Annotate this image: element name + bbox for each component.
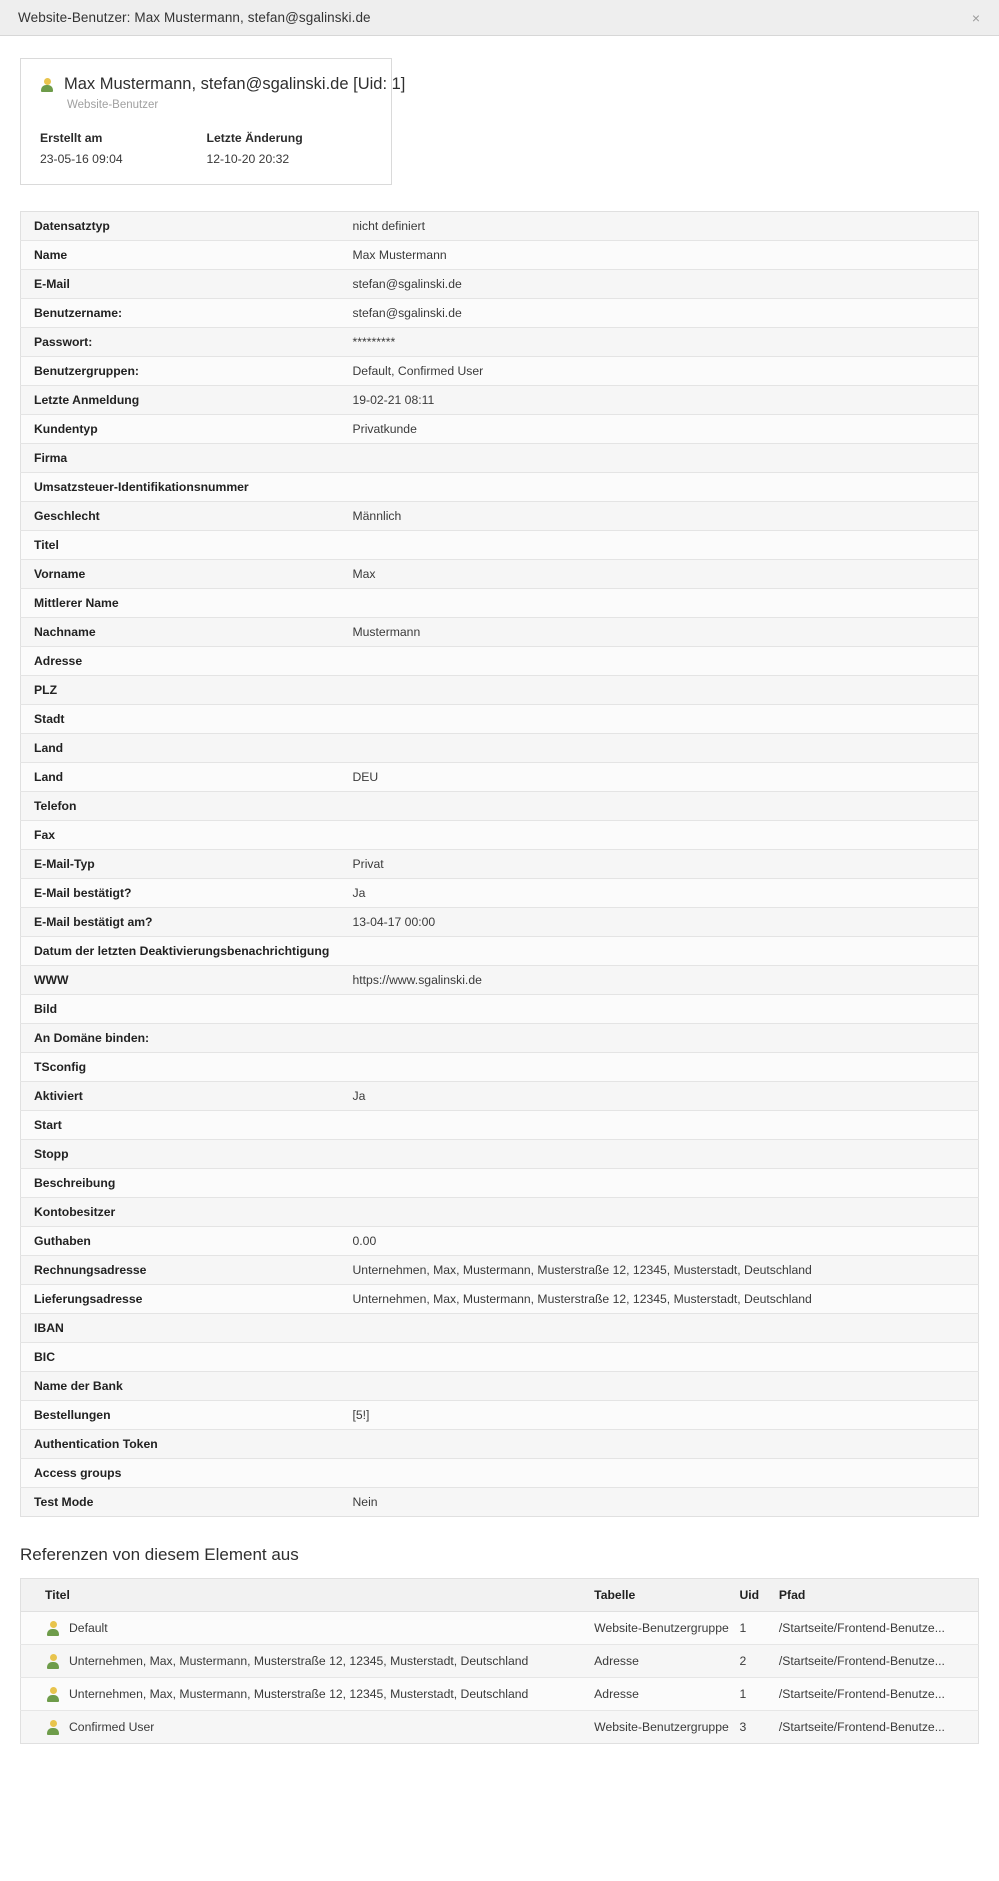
field-label: E-Mail bestätigt? [34, 886, 132, 900]
modified-value: 12-10-20 20:32 [206, 152, 290, 166]
reference-title-cell [21, 1645, 587, 1678]
field-label: Kontobesitzer [34, 1205, 116, 1219]
field-row [21, 647, 979, 676]
field-label: Test Mode [34, 1495, 94, 1509]
references-heading: Referenzen von diesem Element aus [20, 1545, 299, 1564]
field-row [21, 1111, 979, 1140]
field-row [21, 1459, 979, 1488]
field-label: IBAN [34, 1321, 64, 1335]
reference-uid: 1 [739, 1621, 747, 1635]
field-row [21, 1343, 979, 1372]
record-subtitle: Website-Benutzer [67, 99, 159, 111]
field-row [21, 1314, 979, 1343]
reference-title-cell [21, 1711, 587, 1744]
field-value [343, 444, 979, 473]
field-row [21, 473, 979, 502]
field-label: Fax [34, 828, 56, 842]
field-row [21, 850, 979, 879]
field-row [21, 502, 979, 531]
column-header-tabelle: Tabelle [586, 1579, 731, 1612]
field-label: Stadt [34, 712, 65, 726]
reference-table-name: Website-Benutzergruppe [594, 1720, 729, 1734]
field-label: Land [34, 741, 64, 755]
field-row [21, 1430, 979, 1459]
field-value [343, 1024, 979, 1053]
field-value: stefan@sgalinski.de [352, 306, 462, 320]
field-row [21, 908, 979, 937]
field-label: Mittlerer Name [34, 596, 119, 610]
field-value [343, 1343, 979, 1372]
field-value [343, 792, 979, 821]
field-row [21, 241, 979, 270]
reference-row[interactable] [21, 1612, 979, 1645]
reference-row[interactable] [21, 1645, 979, 1678]
field-value [343, 705, 979, 734]
field-label: Aktiviert [34, 1089, 83, 1103]
field-label: E-Mail-Typ [34, 857, 95, 871]
field-label: Benutzergruppen: [34, 364, 139, 378]
field-row [21, 357, 979, 386]
field-row [21, 1372, 979, 1401]
field-value [343, 676, 979, 705]
field-value: Max Mustermann [352, 248, 447, 262]
reference-table-name: Adresse [594, 1654, 639, 1668]
record-title: Max Mustermann, stefan@sgalinski.de [Uid: 1] [64, 75, 406, 93]
column-header-titel: Titel [21, 1579, 587, 1612]
field-value: [5!] [352, 1408, 370, 1422]
field-value: 0.00 [352, 1234, 377, 1248]
field-row [21, 1024, 979, 1053]
field-row [21, 1198, 979, 1227]
field-value [343, 589, 979, 618]
field-label: Nachname [34, 625, 96, 639]
field-label: Start [34, 1118, 62, 1132]
field-value: 13-04-17 00:00 [352, 915, 436, 929]
modal-body [0, 58, 999, 1744]
field-label: An Domäne binden: [34, 1031, 150, 1045]
field-value: nicht definiert [352, 219, 425, 233]
field-label: Access groups [34, 1466, 122, 1480]
field-row [21, 1082, 979, 1111]
field-value: Unternehmen, Max, Mustermann, Musterstraße 12, 12345, Musterstadt, Deutschland [352, 1263, 812, 1277]
field-label: Benutzername: [34, 306, 123, 320]
field-label: Letzte Anmeldung [34, 393, 140, 407]
field-value: Ja [352, 1089, 366, 1103]
record-field-table [20, 211, 979, 1517]
field-value: Max [352, 567, 376, 581]
field-row [21, 1401, 979, 1430]
field-row [21, 995, 979, 1024]
field-label: Geschlecht [34, 509, 100, 523]
references-header-row [21, 1579, 979, 1612]
field-label: Telefon [34, 799, 77, 813]
field-label: WWW [34, 973, 69, 987]
record-info-card [20, 58, 406, 185]
field-value: 19-02-21 08:11 [352, 393, 435, 407]
frontend-user-icon [39, 77, 55, 93]
field-label: Bild [34, 1002, 58, 1016]
field-label: E-Mail bestätigt am? [34, 915, 153, 929]
reference-table-name: Adresse [594, 1687, 639, 1701]
field-row [21, 444, 979, 473]
field-label: Datensatztyp [34, 219, 110, 233]
field-value: Privat [352, 857, 384, 871]
references-table-body [21, 1612, 979, 1744]
field-row [21, 879, 979, 908]
field-label: Adresse [34, 654, 83, 668]
field-value: https://www.sgalinski.de [352, 973, 482, 987]
field-value: ********* [352, 335, 396, 349]
reference-title: Unternehmen, Max, Mustermann, Musterstraße 12, 12345, Musterstadt, Deutschland [69, 1654, 529, 1668]
field-label: Rechnungsadresse [34, 1263, 147, 1277]
field-label: Guthaben [34, 1234, 91, 1248]
field-value: Default, Confirmed User [352, 364, 484, 378]
field-row [21, 821, 979, 850]
reference-title: Default [69, 1621, 108, 1635]
references-table-head [21, 1579, 979, 1612]
references-table [20, 1578, 979, 1744]
column-header-uid: Uid [731, 1579, 770, 1612]
field-label: Firma [34, 451, 68, 465]
field-label: Bestellungen [34, 1408, 111, 1422]
reference-table-name: Website-Benutzergruppe [594, 1621, 729, 1635]
field-label: Name der Bank [34, 1379, 123, 1393]
field-label: Land [34, 770, 64, 784]
field-label: Beschreibung [34, 1176, 116, 1190]
field-value [343, 1430, 979, 1459]
field-value: stefan@sgalinski.de [352, 277, 462, 291]
field-row [21, 589, 979, 618]
field-label: BIC [34, 1350, 55, 1364]
field-row [21, 386, 979, 415]
field-row [21, 966, 979, 995]
field-label: Stopp [34, 1147, 69, 1161]
field-value [343, 1140, 979, 1169]
field-row [21, 1053, 979, 1082]
field-value: Mustermann [352, 625, 421, 639]
field-row [21, 270, 979, 299]
reference-title-cell [21, 1612, 587, 1645]
field-row [21, 531, 979, 560]
field-value [343, 647, 979, 676]
field-value [343, 734, 979, 763]
modal-title: Website-Benutzer: Max Mustermann, stefan@sgalinski.de [18, 10, 371, 25]
field-row [21, 1488, 979, 1517]
field-label: Authentication Token [34, 1437, 158, 1451]
frontend-user-icon [45, 1620, 61, 1636]
field-value [343, 531, 979, 560]
field-row [21, 792, 979, 821]
reference-path: /Startseite/Frontend-Benutze... [778, 1720, 945, 1734]
reference-row[interactable] [21, 1711, 979, 1744]
record-meta [40, 131, 373, 166]
field-row [21, 618, 979, 647]
reference-uid: 2 [739, 1654, 747, 1668]
reference-uid: 3 [739, 1720, 747, 1734]
field-row [21, 1256, 979, 1285]
frontend-user-icon [45, 1653, 61, 1669]
field-value: DEU [352, 770, 379, 784]
field-row [21, 299, 979, 328]
modified-label: Letzte Änderung [206, 131, 303, 145]
field-value [343, 473, 979, 502]
field-row [21, 415, 979, 444]
reference-title: Confirmed User [69, 1720, 155, 1734]
field-value [343, 1372, 979, 1401]
field-value [343, 1459, 979, 1488]
field-value [343, 1053, 979, 1082]
record-field-table-body [21, 212, 979, 1517]
column-header-pfad: Pfad [771, 1579, 979, 1612]
frontend-user-icon [45, 1686, 61, 1702]
field-label: E-Mail [34, 277, 70, 291]
field-row [21, 763, 979, 792]
field-row [21, 560, 979, 589]
field-label: Name [34, 248, 68, 262]
field-row [21, 937, 979, 966]
reference-title: Unternehmen, Max, Mustermann, Musterstraße 12, 12345, Musterstadt, Deutschland [69, 1687, 529, 1701]
field-label: Datum der letzten Deaktivierungsbenachrichtigung [34, 944, 330, 958]
field-value: Ja [352, 886, 366, 900]
frontend-user-icon [45, 1719, 61, 1735]
created-value: 23-05-16 09:04 [40, 152, 123, 166]
field-value: Unternehmen, Max, Mustermann, Musterstraße 12, 12345, Musterstadt, Deutschland [352, 1292, 812, 1306]
field-value [343, 1314, 979, 1343]
field-value: Privatkunde [352, 422, 417, 436]
reference-path: /Startseite/Frontend-Benutze... [778, 1621, 945, 1635]
close-icon[interactable]: × [971, 9, 980, 26]
field-value [343, 937, 979, 966]
field-value [343, 1198, 979, 1227]
reference-title-cell [21, 1678, 587, 1711]
reference-row[interactable] [21, 1678, 979, 1711]
field-label: Lieferungsadresse [34, 1292, 143, 1306]
field-value [343, 1169, 979, 1198]
field-label: Kundentyp [34, 422, 98, 436]
field-label: TSconfig [34, 1060, 87, 1074]
reference-path: /Startseite/Frontend-Benutze... [778, 1654, 945, 1668]
field-row [21, 1285, 979, 1314]
reference-uid: 1 [739, 1687, 747, 1701]
field-row [21, 676, 979, 705]
field-row [21, 705, 979, 734]
field-row [21, 1169, 979, 1198]
field-label: Vorname [34, 567, 86, 581]
modal-titlebar [0, 0, 999, 36]
field-row [21, 328, 979, 357]
record-title-row [39, 75, 406, 94]
field-row [21, 1140, 979, 1169]
field-value: Männlich [352, 509, 402, 523]
field-row [21, 1227, 979, 1256]
reference-path: /Startseite/Frontend-Benutze... [778, 1687, 945, 1701]
field-value [343, 1111, 979, 1140]
modified-block [207, 131, 374, 166]
field-row [21, 212, 979, 241]
field-value [343, 995, 979, 1024]
field-label: Titel [34, 538, 59, 552]
field-label: PLZ [34, 683, 58, 697]
field-value: Nein [352, 1495, 378, 1509]
field-value [343, 821, 979, 850]
created-block [40, 131, 207, 166]
field-label: Passwort: [34, 335, 93, 349]
field-label: Umsatzsteuer-Identifikationsnummer [34, 480, 249, 494]
created-label: Erstellt am [40, 131, 103, 145]
field-row [21, 734, 979, 763]
